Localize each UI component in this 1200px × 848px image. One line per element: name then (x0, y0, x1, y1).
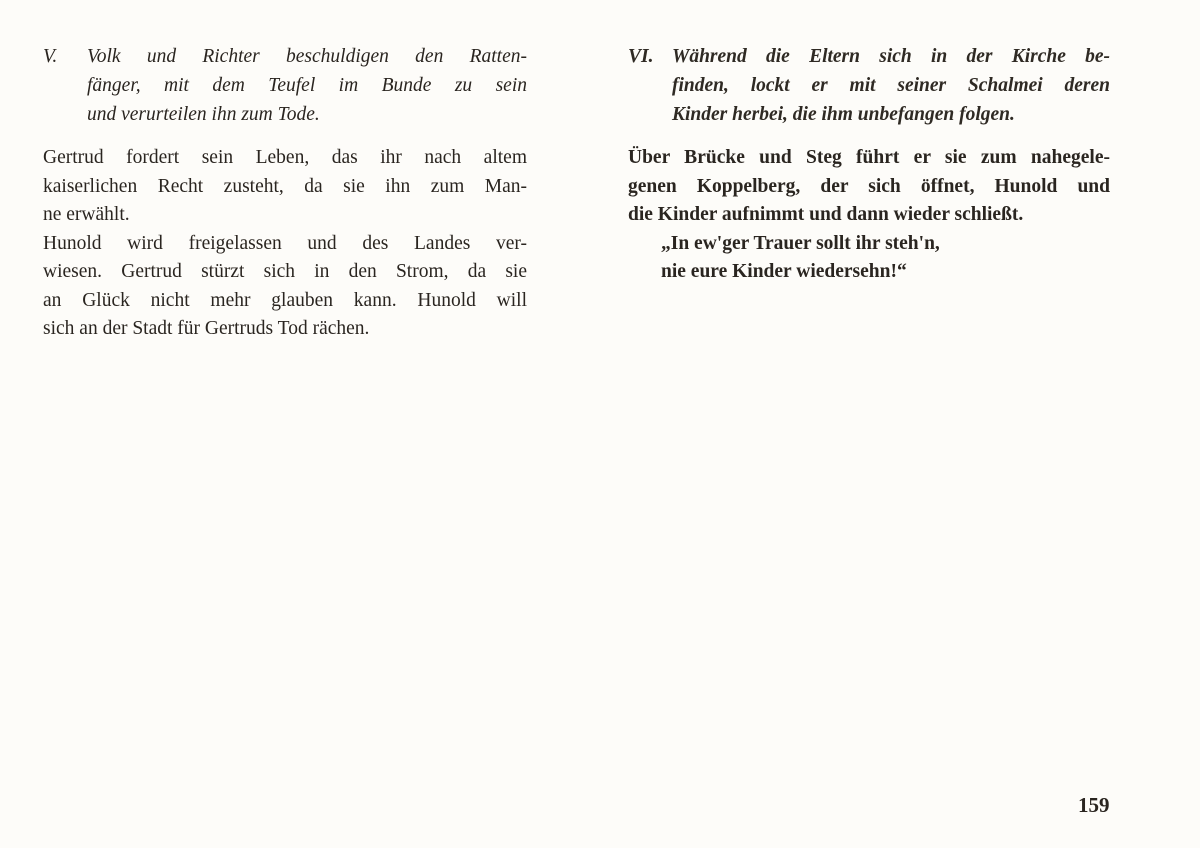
heading-line: und verurteilen ihn zum Tode. (87, 104, 320, 125)
section-numeral: VI. (628, 46, 654, 67)
text-line: ne erwählt. (43, 204, 130, 225)
heading-line: Kinder herbei, die ihm unbefangen folgen. (672, 104, 1015, 125)
verse-line: „In ew'ger Trauer sollt ihr steh'n, (661, 232, 940, 254)
text-line: wiesen. Gertrud stürzt sich in den Strom, da sie (43, 261, 527, 282)
left-column (43, 42, 527, 344)
page-number: 159 (1078, 793, 1110, 817)
paragraph (628, 144, 1110, 230)
text-line: Gertrud fordert sein Leben, das ihr nach altem (43, 147, 527, 168)
verse-line: nie eure Kinder wiedersehn!“ (661, 261, 907, 282)
paragraph (43, 144, 527, 230)
text-line: genen Koppelberg, der sich öffnet, Hunold und (628, 175, 1110, 197)
section-heading-vi (628, 42, 1110, 129)
section-numeral: V. (43, 46, 58, 67)
section-heading-v (43, 42, 527, 129)
text-line: kaiserlichen Recht zusteht, da sie ihn zum Man- (43, 175, 527, 197)
heading-line: Volk und Richter beschuldigen den Ratten- (87, 46, 527, 67)
right-column (628, 42, 1110, 287)
heading-line: fänger, mit dem Teufel im Bunde zu sein (87, 75, 527, 96)
text-line: Über Brücke und Steg führt er sie zum nahegele- (628, 147, 1110, 168)
text-line: Hunold wird freigelassen und des Landes ver- (43, 232, 527, 254)
paragraph (43, 230, 527, 344)
text-line: an Glück nicht mehr glauben kann. Hunold will (43, 289, 527, 311)
heading-line: Während die Eltern sich in der Kirche be- (672, 46, 1110, 67)
heading-line: finden, lockt er mit seiner Schalmei deren (672, 75, 1110, 96)
text-line: sich an der Stadt für Gertruds Tod rächen. (43, 318, 370, 339)
verse-quote (628, 230, 1110, 287)
text-line: die Kinder aufnimmt und dann wieder schließt. (628, 204, 1024, 225)
